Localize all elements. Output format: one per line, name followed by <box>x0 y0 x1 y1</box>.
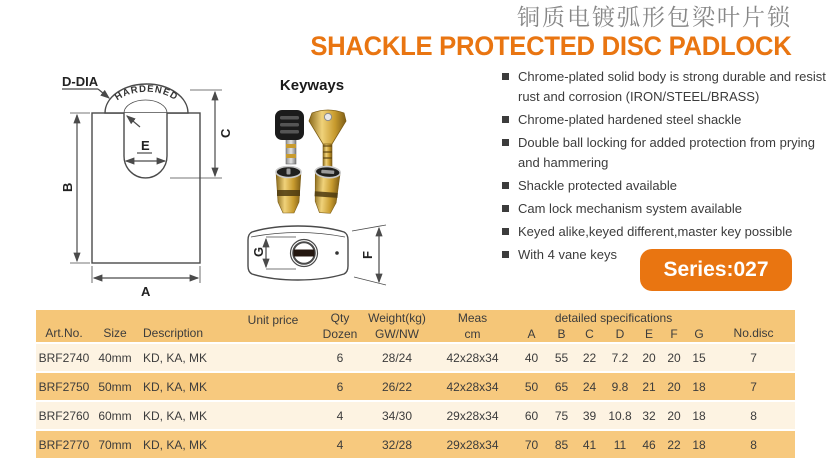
cell-spec-f: 20 <box>662 343 686 372</box>
col-header-size: Size <box>92 310 138 343</box>
cell-spec-c: 24 <box>575 372 604 401</box>
bullet-square-icon <box>502 228 509 235</box>
d-dia-arrow <box>98 89 109 98</box>
cell-spec-a: 70 <box>515 430 548 459</box>
table-row <box>36 372 795 401</box>
key-brass-head <box>309 110 346 168</box>
cell-no-disc: 8 <box>712 401 795 430</box>
feature-item <box>502 199 836 219</box>
cell-spec-e: 46 <box>636 430 662 459</box>
cell-spec-d: 7.2 <box>604 343 636 372</box>
col-header-dozen: Dozen <box>316 326 364 343</box>
table-row <box>36 343 795 372</box>
cell-spec-g: 15 <box>686 343 712 372</box>
cell-meas: 42x28x34 <box>430 372 515 401</box>
padlock-bottom-view-diagram <box>238 215 393 300</box>
cell-no-disc: 7 <box>712 343 795 372</box>
cell-unit-price <box>230 343 316 372</box>
product-title-chinese: 铜质电镀弧形包梁叶片锁 <box>517 4 792 30</box>
col-header-spec-d: D <box>604 326 636 343</box>
col-header-qty: Qty <box>316 310 364 326</box>
cell-no-disc: 8 <box>712 430 795 459</box>
keyways-photos <box>262 102 362 220</box>
cell-size: 50mm <box>92 372 138 401</box>
cell-spec-c: 41 <box>575 430 604 459</box>
cell-unit-price <box>230 430 316 459</box>
dimension-label-g: G <box>251 246 266 257</box>
col-header-cm: cm <box>430 326 515 343</box>
cell-spec-f: 20 <box>662 372 686 401</box>
col-header-spec-c: C <box>575 326 604 343</box>
product-title-english: SHACKLE PROTECTED DISC PADLOCK <box>310 31 792 61</box>
cell-spec-d: 9.8 <box>604 372 636 401</box>
table-row <box>36 401 795 430</box>
col-header-weight: Weight(kg) <box>364 310 430 326</box>
col-header-spec-g: G <box>686 326 712 343</box>
col-header-spec-a: A <box>515 326 548 343</box>
bullet-square-icon <box>502 205 509 212</box>
feature-text: Cam lock mechanism system available <box>518 201 742 216</box>
cell-meas: 29x28x34 <box>430 430 515 459</box>
feature-text: Shackle protected available <box>518 178 677 193</box>
feature-text: Double ball locking for added protection from prying and hammering <box>518 135 816 170</box>
feature-list <box>502 67 836 268</box>
cell-qty: 6 <box>316 372 364 401</box>
cell-size: 40mm <box>92 343 138 372</box>
cell-description: KD, KA, MK <box>138 372 230 401</box>
cell-spec-a: 40 <box>515 343 548 372</box>
bullet-square-icon <box>502 73 509 80</box>
dimension-label-a: A <box>141 284 151 299</box>
cell-art-no: BRF2760 <box>36 401 92 430</box>
col-header-spec-b: B <box>548 326 575 343</box>
bullet-square-icon <box>502 182 509 189</box>
cell-art-no: BRF2740 <box>36 343 92 372</box>
table-header-row-1 <box>36 310 795 326</box>
cell-spec-a: 60 <box>515 401 548 430</box>
cell-description: KD, KA, MK <box>138 401 230 430</box>
cell-spec-g: 18 <box>686 372 712 401</box>
bullet-square-icon <box>502 116 509 123</box>
cell-spec-f: 20 <box>662 401 686 430</box>
feature-text: Chrome-plated hardened steel shackle <box>518 112 742 127</box>
cell-qty: 4 <box>316 401 364 430</box>
cell-qty: 4 <box>316 430 364 459</box>
lock-cylinder-right <box>312 166 340 214</box>
cell-unit-price <box>230 401 316 430</box>
dimension-label-d-dia: D-DIA <box>62 74 99 89</box>
col-header-unit-price: Unit price <box>230 310 316 343</box>
hardened-curved-label: HARDENED <box>112 83 181 104</box>
cell-spec-b: 65 <box>548 372 575 401</box>
cell-qty: 6 <box>316 343 364 372</box>
feature-item <box>502 176 836 196</box>
cell-weight: 28/24 <box>364 343 430 372</box>
cell-spec-e: 21 <box>636 372 662 401</box>
pin-dot <box>335 251 339 255</box>
cell-weight: 26/22 <box>364 372 430 401</box>
bullet-square-icon <box>502 139 509 146</box>
padlock-front-diagram <box>28 68 240 303</box>
key-black-head <box>275 110 304 164</box>
cell-spec-a: 50 <box>515 372 548 401</box>
title-block <box>285 3 792 61</box>
feature-text: With 4 vane keys <box>518 247 617 262</box>
cell-size: 60mm <box>92 401 138 430</box>
series-badge: Series:027 <box>640 249 792 291</box>
cell-art-no: BRF2750 <box>36 372 92 401</box>
dimension-label-f: F <box>360 251 375 259</box>
bullet-square-icon <box>502 251 509 258</box>
col-header-no-disc: No.disc <box>712 310 795 343</box>
feature-item <box>502 110 836 130</box>
dimension-label-b: B <box>60 182 75 192</box>
feature-text: Chrome-plated solid body is strong durable and resist rust and corrosion (IRON/STEEL/BRASS) <box>518 69 826 104</box>
feature-item <box>502 222 836 242</box>
feature-text: Keyed alike,keyed different,master key possible <box>518 224 793 239</box>
col-header-description: Description <box>138 310 230 343</box>
cell-no-disc: 7 <box>712 372 795 401</box>
cell-spec-d: 11 <box>604 430 636 459</box>
feature-item <box>502 67 836 107</box>
cell-spec-c: 39 <box>575 401 604 430</box>
cell-spec-b: 85 <box>548 430 575 459</box>
cell-meas: 29x28x34 <box>430 401 515 430</box>
cell-spec-e: 20 <box>636 343 662 372</box>
dimension-label-c: C <box>218 128 233 138</box>
dimension-label-e: E <box>141 138 150 153</box>
col-header-detailed-specs: detailed specifications <box>515 310 712 326</box>
cell-description: KD, KA, MK <box>138 430 230 459</box>
col-header-spec-f: F <box>662 326 686 343</box>
cell-description: KD, KA, MK <box>138 343 230 372</box>
cell-spec-e: 32 <box>636 401 662 430</box>
col-header-gwnw: GW/NW <box>364 326 430 343</box>
feature-item <box>502 133 836 173</box>
cell-weight: 32/28 <box>364 430 430 459</box>
table-row <box>36 430 795 459</box>
cell-meas: 42x28x34 <box>430 343 515 372</box>
col-header-art-no: Art.No. <box>36 310 92 343</box>
cell-spec-b: 55 <box>548 343 575 372</box>
cell-spec-d: 10.8 <box>604 401 636 430</box>
cell-unit-price <box>230 372 316 401</box>
keyway-slot <box>294 250 315 257</box>
col-header-meas: Meas <box>430 310 515 326</box>
cell-spec-g: 18 <box>686 430 712 459</box>
keyways-title: Keyways <box>279 77 345 94</box>
cell-size: 70mm <box>92 430 138 459</box>
cell-spec-f: 22 <box>662 430 686 459</box>
cell-spec-g: 18 <box>686 401 712 430</box>
col-header-spec-e: E <box>636 326 662 343</box>
cell-art-no: BRF2770 <box>36 430 92 459</box>
specification-table <box>36 310 795 460</box>
cell-spec-c: 22 <box>575 343 604 372</box>
cell-weight: 34/30 <box>364 401 430 430</box>
lock-cylinder-left <box>276 167 301 214</box>
cell-spec-b: 75 <box>548 401 575 430</box>
